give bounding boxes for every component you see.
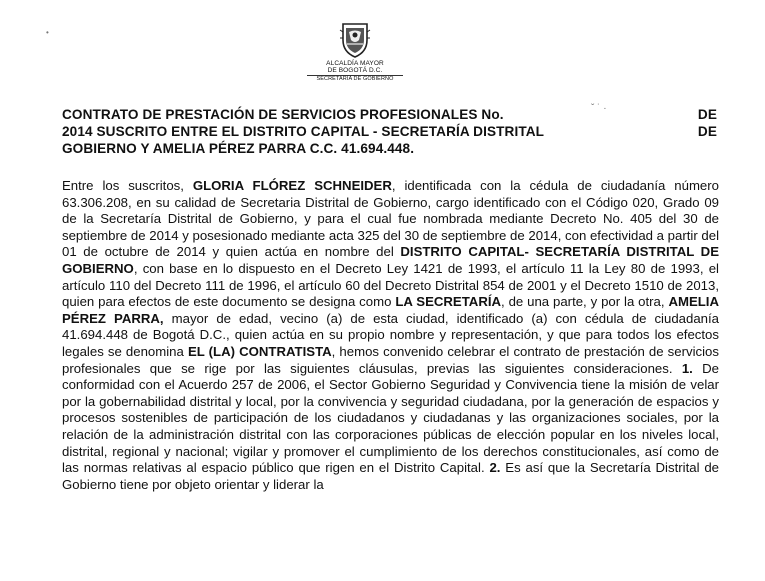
body-text-segment: mayor de edad, vecino (a) de esta ciudad, identificado (a) con cédula de ciudadanía 41.694.448 de Bogotá D.C., quien actúa en su propio nombre y representación, y que para todos los efectos legales se denomina xyxy=(62,310,719,359)
body-text-segment: De conformidad con el Acuerdo 257 de 2006, el Sector Gobierno Seguridad y Convivencia tiene la misión de velar por la gobernabilidad distrital y local, por la convivencia y seguridad ciudadana, por la generación de espacios y procesos sostenibles de participación de los ciudadanos y ciudadanas y las organizaciones sociales, por la relación de la administración distrital con las corporaciones públicas de elección popular en los niveles local, distrital, regional y nacional; vigilar y promover el cumplimiento de los derechos constitucionales, así como de las normas relativas al espacio público que rigen en el Distrito Capital. xyxy=(62,360,719,476)
title-line2: 2014 SUSCRITO ENTRE EL DISTRITO CAPITAL - SECRETARÍA DISTRITAL xyxy=(62,124,545,139)
entity-name-line1: ALCALDÍA MAYOR xyxy=(326,60,384,67)
party-designation-contratista: EL (LA) CONTRATISTA xyxy=(187,343,332,359)
scan-dot: • xyxy=(46,28,49,37)
handwritten-mark: ˇ ˙ · xyxy=(591,103,607,114)
body-text-segment: , con base en lo dispuesto en el Decreto Ley 1421 de 1993, el artículo 11 la Ley 80 de 1993, el artículo 110 del Decreto 111 de 1996, el artículo 60 del Decreto Distrital 854 de 2001 y el Decreto 1510 de 2013, quien para efectos de este documento se designa como xyxy=(62,260,719,310)
body-text-segment: , de una parte, y por la otra, xyxy=(501,294,669,310)
entity-name-bold: DISTRITO CAPITAL- SECRETARÍA DISTRITAL DE GOBIERNO xyxy=(62,244,719,276)
contract-body-paragraph xyxy=(62,178,719,493)
title-line1-end: DE xyxy=(697,107,717,122)
consideration-number-1: 1. xyxy=(681,360,693,376)
body-text-segment: Es así que la Secretaría Distrital de Gobierno tiene por objeto orientar y liderar la xyxy=(62,460,719,492)
title-line1: CONTRATO DE PRESTACIÓN DE SERVICIOS PROFESIONALES No. xyxy=(62,107,504,122)
title-line3: GOBIERNO Y AMELIA PÉREZ PARRA C.C. 41.694.448. xyxy=(62,141,415,156)
body-text-segment: Entre los suscritos, xyxy=(62,178,193,193)
consideration-number-2: 2. xyxy=(489,460,501,476)
title-line2-end: DE xyxy=(697,124,717,139)
contract-title xyxy=(62,106,717,157)
body-text-segment: , identificada con la cédula de ciudadanía número 63.306.208, en su calidad de Secretaria Distrital de Gobierno, cargo identificado con el Código 020, Grado 09 de la Secretaría Distrital de Gobierno, y para el cual fue nombrada mediante Decreto No. 405 del 30 de septiembre de 2014 y posesionado mediante acta 325 del 30 de septiembre de 2014, con efectividad a partir del 01 de octubre de 2014 y quien actúa en nombre del xyxy=(62,178,719,260)
contractor-name: AMELIA PÉREZ PARRA, xyxy=(62,294,719,326)
entity-name-line3: SECRETARÍA DE GOBIERNO xyxy=(316,76,394,82)
signatory-name: GLORIA FLÓREZ SCHNEIDER xyxy=(192,178,392,193)
entity-name-line2: DE BOGOTÁ D.C. xyxy=(327,67,383,74)
party-designation-secretaria: LA SECRETARÍA xyxy=(395,294,502,310)
coat-of-arms-logo xyxy=(335,20,375,60)
body-text-segment: , hemos convenido celebrar el contrato de prestación de servicios profesionales que se rige por las siguientes cláusulas, previas las siguientes consideraciones. xyxy=(62,343,719,376)
letterhead xyxy=(305,20,405,83)
